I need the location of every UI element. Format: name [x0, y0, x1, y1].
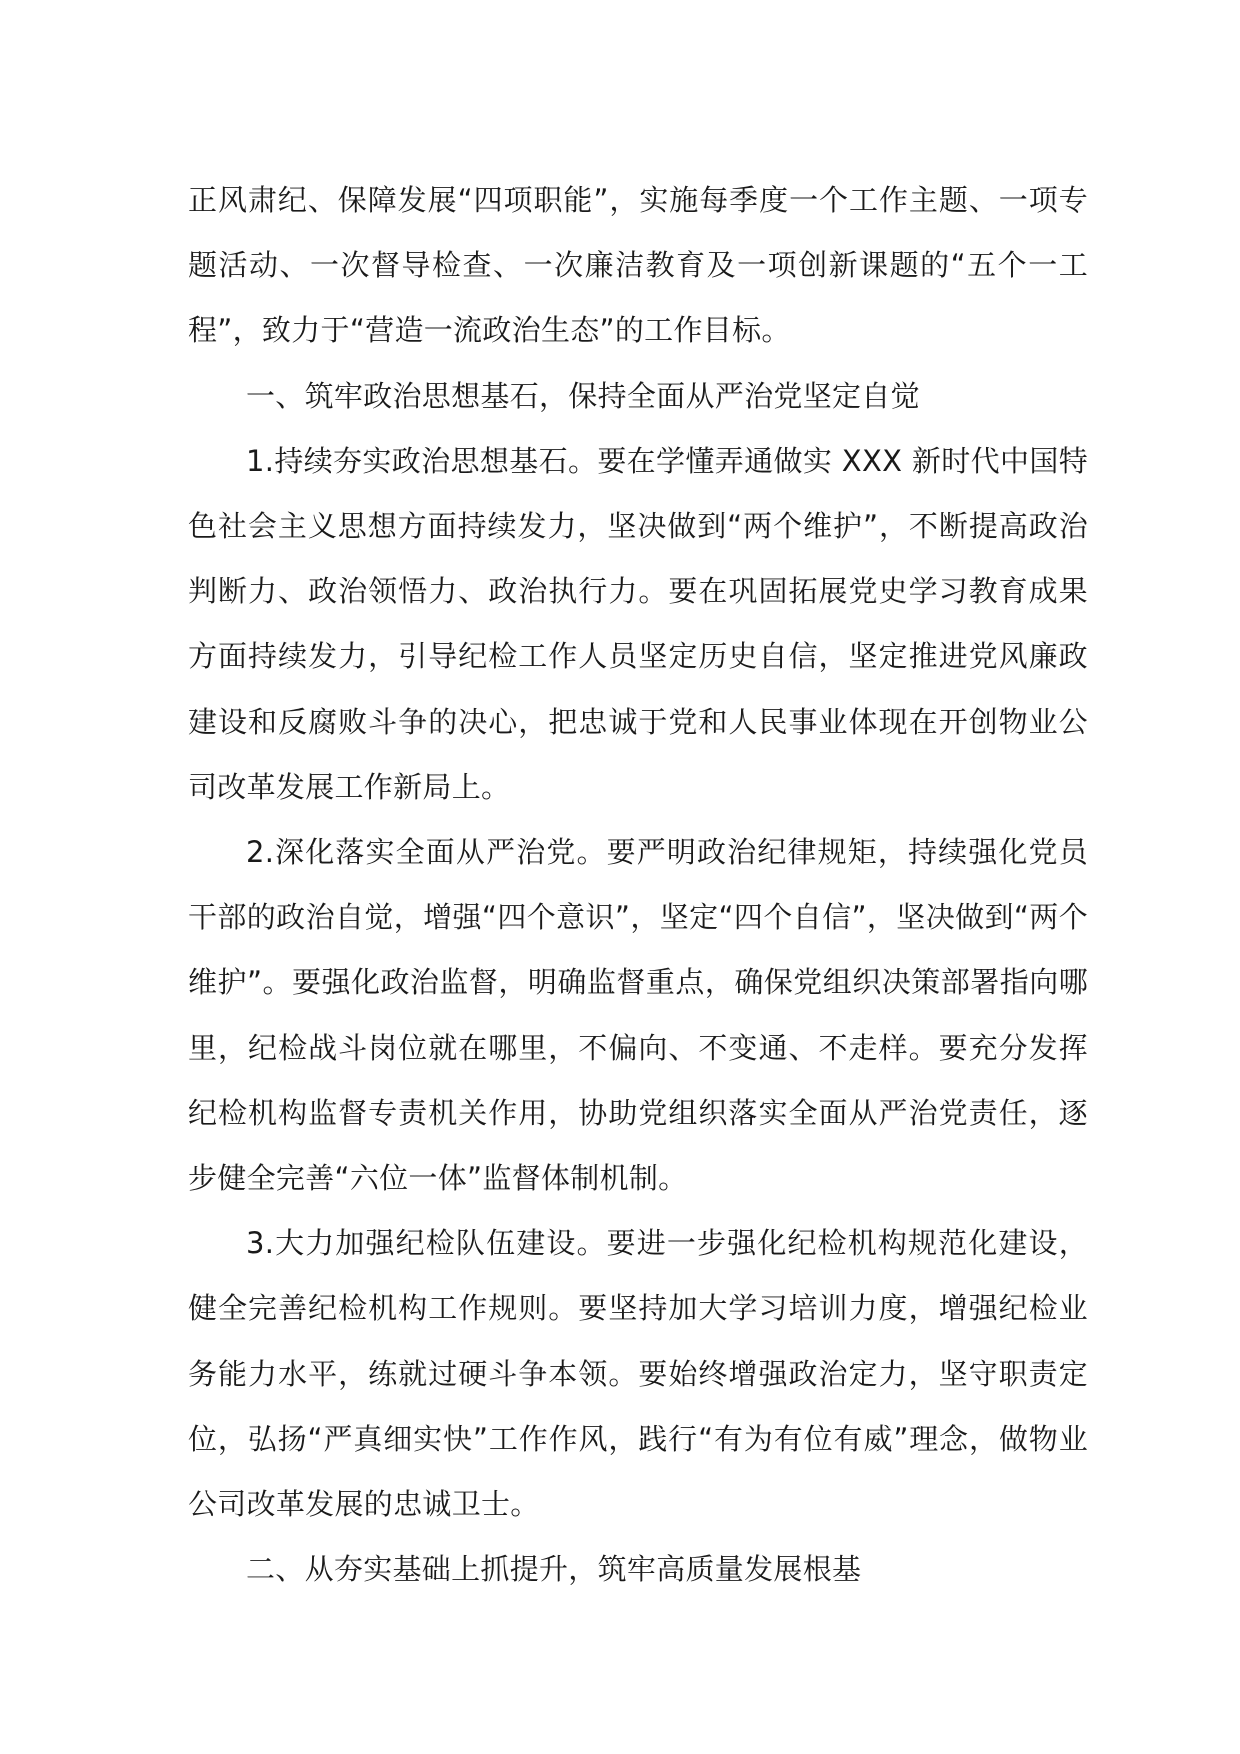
section-heading-1: 一、筑牢政治思想基石，保持全面从严治党坚定自觉	[246, 378, 920, 413]
section-heading-2: 二、从夯实基础上抓提升，筑牢高质量发展根基	[246, 1552, 862, 1587]
paragraph-item-3: 3.大力加强纪检队伍建设。要进一步强化纪检机构规范化建设，健全完善纪检机构工作规则。要坚持加大学习培训力度，增强纪检业务能力水平，练就过硬斗争本领。要始终增强政治定力，坚守职责定位，弘扬“严真细实快”工作作风，践行“有为有位有威”理念，做物业公司改革发展的忠诚卫士。	[188, 1226, 1088, 1522]
paragraph-item-1: 1.持续夯实政治思想基石。要在学懂弄通做实 XXX 新时代中国特色社会主义思想方面持续发力，坚决做到“两个维护”，不断提高政治判断力、政治领悟力、政治执行力。要在巩固拓展党史学习教育成果方面持续发力，引导纪检工作人员坚定历史自信，坚定推进党风廉政建设和反腐败斗争的决心，把忠诚于党和人民事业体现在开创物业公司改革发展工作新局上。	[188, 443, 1088, 804]
paragraph-intro-continuation: 正风肃纪、保障发展“四项职能”，实施每季度一个工作主题、一项专题活动、一次督导检查、一次廉洁教育及一项创新课题的“五个一工程”，致力于“营造一流政治生态”的工作目标。	[188, 183, 1088, 348]
paragraph-item-2: 2.深化落实全面从严治党。要严明政治纪律规矩，持续强化党员干部的政治自觉，增强“四个意识”，坚定“四个自信”，坚决做到“两个维护”。要强化政治监督，明确监督重点，确保党组织决策部署指向哪里，纪检战斗岗位就在哪里，不偏向、不变通、不走样。要充分发挥纪检机构监督专责机关作用，协助党组织落实全面从严治党责任，逐步健全完善“六位一体”监督体制机制。	[188, 835, 1088, 1196]
document-body	[188, 168, 1088, 1602]
